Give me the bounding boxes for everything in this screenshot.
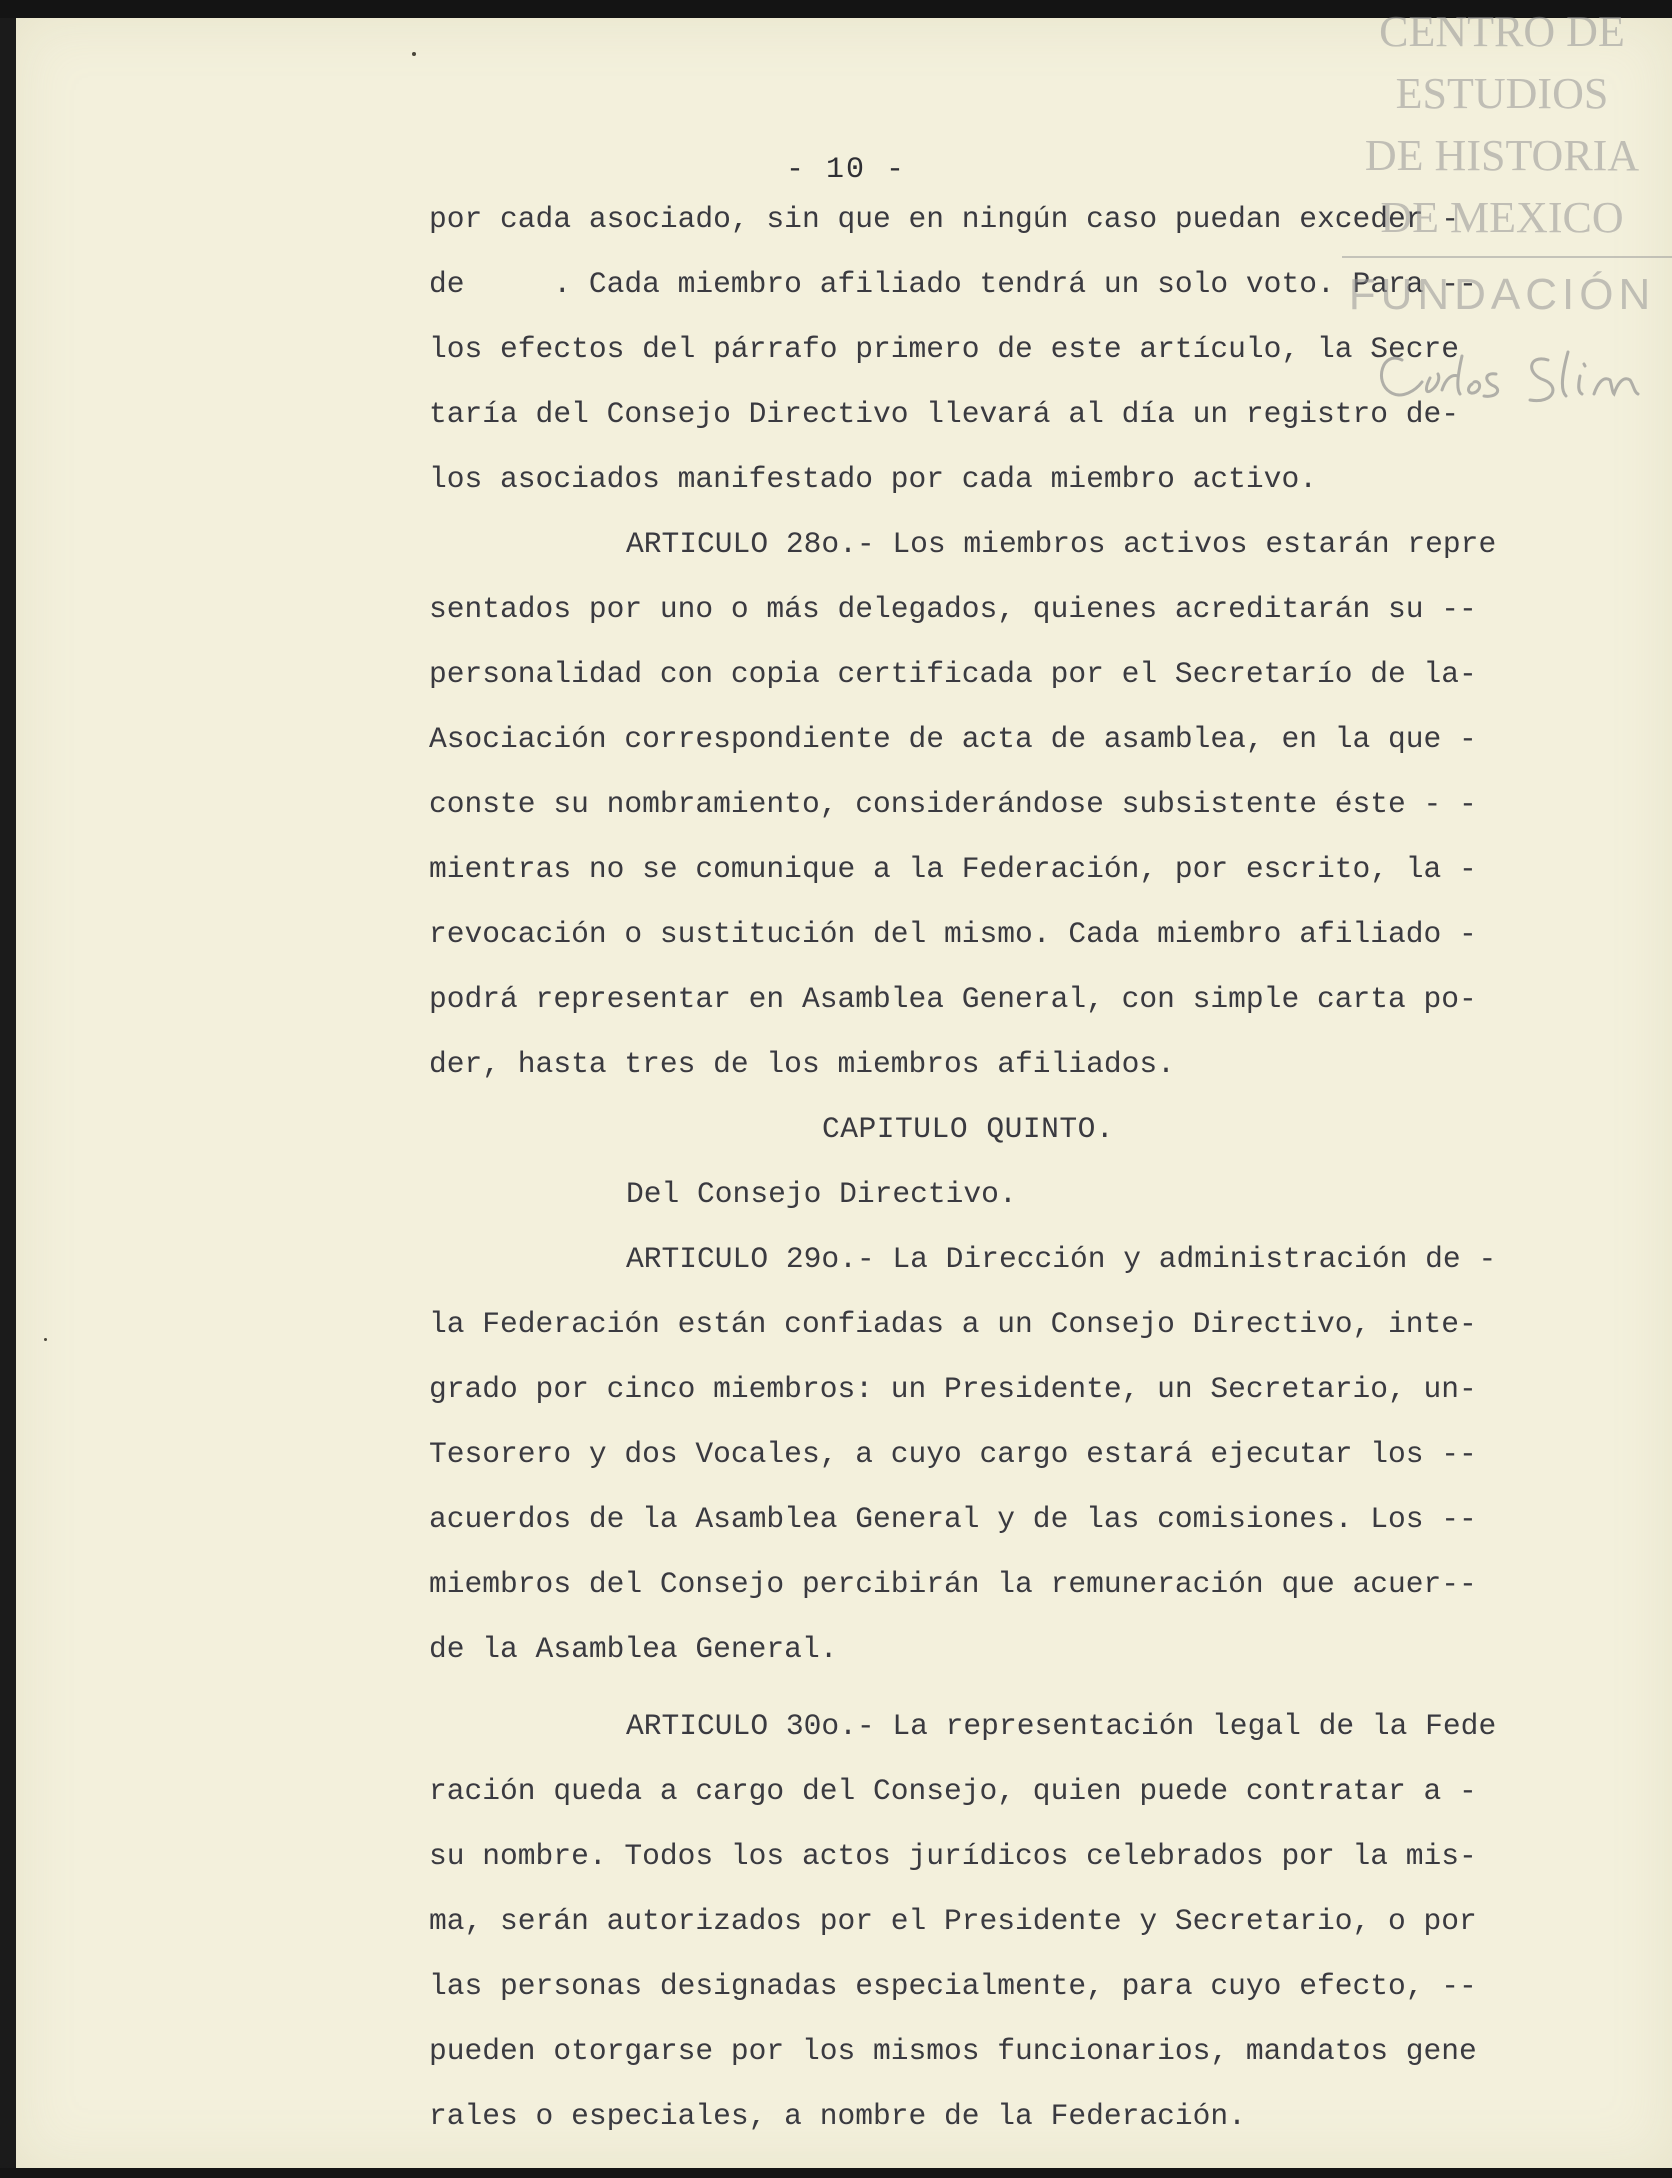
text-line-27: ma, serán autorizados por el Presidente y Secretario, o por bbox=[429, 1904, 1477, 1938]
text-line-11: mientras no se comunique a la Federación, por escrito, la - bbox=[429, 852, 1477, 886]
text-line-2: de . Cada miembro afiliado tendrá un solo voto. Para -- bbox=[429, 267, 1477, 301]
text-line-5: los asociados manifestado por cada miembro activo. bbox=[429, 462, 1317, 496]
article-28-heading: ARTICULO 28o.- Los miembros activos estarán repre bbox=[626, 527, 1497, 561]
text-line-30: rales o especiales, a nombre de la Federación. bbox=[429, 2099, 1246, 2133]
text-line-23: de la Asamblea General. bbox=[429, 1632, 838, 1666]
watermark-line-4: DE MEXICO bbox=[1380, 193, 1624, 242]
watermark-line-2: ESTUDIOS bbox=[1395, 69, 1609, 118]
text-line-1: por cada asociado, sin que en ningún caso puedan exceder - bbox=[429, 202, 1460, 236]
text-line-13: podrá representar en Asamblea General, con simple carta po- bbox=[429, 982, 1477, 1016]
text-line-20: Tesorero y dos Vocales, a cuyo cargo estará ejecutar los -- bbox=[429, 1437, 1477, 1471]
paper-speck bbox=[44, 1338, 47, 1341]
page-number: - 10 - bbox=[785, 153, 907, 187]
text-line-22: miembros del Consejo percibirán la remuneración que acuer-- bbox=[429, 1567, 1477, 1601]
watermark bbox=[1332, 0, 1672, 420]
watermark-divider bbox=[1342, 256, 1672, 258]
paper-speck bbox=[412, 52, 416, 56]
text-line-14: der, hasta tres de los miembros afiliados. bbox=[429, 1047, 1175, 1081]
watermark-line-1: CENTRO DE bbox=[1379, 7, 1625, 56]
article-29-heading: ARTICULO 29o.- La Dirección y administración de - bbox=[626, 1242, 1497, 1276]
carlos-slim-signature bbox=[1372, 330, 1672, 420]
text-line-25: ración queda a cargo del Consejo, quien puede contratar a - bbox=[429, 1774, 1477, 1808]
text-line-9: Asociación correspondiente de acta de asamblea, en la que - bbox=[429, 722, 1477, 756]
watermark-fundacion: FUNDACIÓN bbox=[1348, 270, 1656, 319]
scan-bottom-border bbox=[0, 2168, 1672, 2178]
text-line-3: los efectos del párrafo primero de este artículo, la Secre bbox=[429, 332, 1460, 366]
chapter-title: CAPITULO QUINTO. bbox=[822, 1112, 1115, 1146]
text-line-18: la Federación están confiadas a un Consejo Directivo, inte- bbox=[429, 1307, 1477, 1341]
text-line-8: personalidad con copia certificada por el Secretarío de la- bbox=[429, 657, 1477, 691]
text-line-10: conste su nombramiento, considerándose subsistente éste - - bbox=[429, 787, 1477, 821]
text-line-4: taría del Consejo Directivo llevará al día un registro de- bbox=[429, 397, 1460, 431]
article-30-heading: ARTICULO 30o.- La representación legal de la Fede bbox=[626, 1709, 1497, 1743]
text-line-28: las personas designadas especialmente, para cuyo efecto, -- bbox=[429, 1969, 1477, 2003]
text-line-26: su nombre. Todos los actos jurídicos celebrados por la mis- bbox=[429, 1839, 1477, 1873]
text-line-21: acuerdos de la Asamblea General y de las comisiones. Los -- bbox=[429, 1502, 1477, 1536]
text-line-29: pueden otorgarse por los mismos funcionarios, mandatos gene bbox=[429, 2034, 1477, 2068]
chapter-subtitle: Del Consejo Directivo. bbox=[626, 1177, 1017, 1211]
watermark-line-3: DE HISTORIA bbox=[1364, 131, 1640, 180]
text-line-12: revocación o sustitución del mismo. Cada miembro afiliado - bbox=[429, 917, 1477, 951]
text-line-7: sentados por uno o más delegados, quienes acreditarán su -- bbox=[429, 592, 1477, 626]
text-line-19: grado por cinco miembros: un Presidente, un Secretario, un- bbox=[429, 1372, 1477, 1406]
